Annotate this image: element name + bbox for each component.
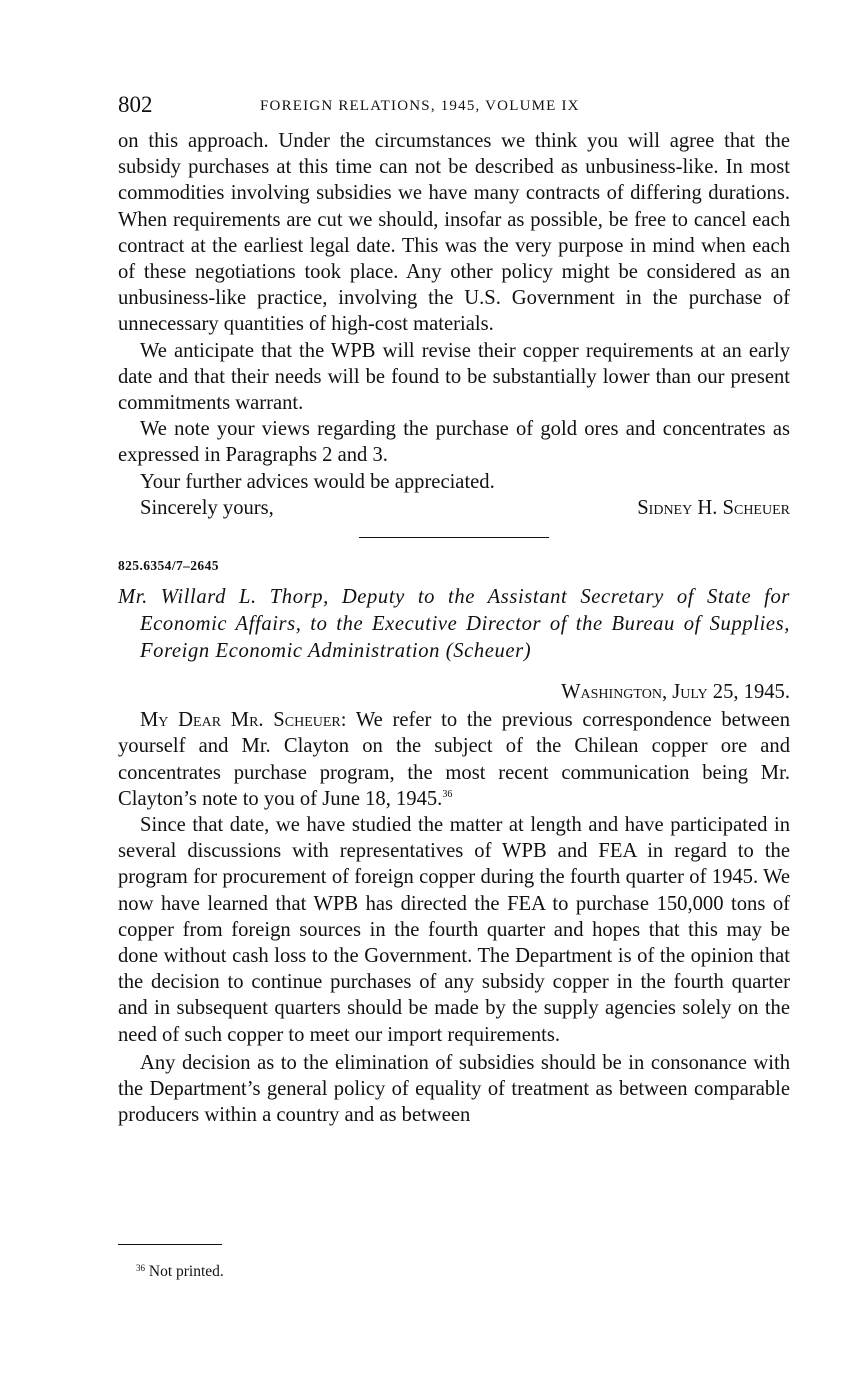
section-divider xyxy=(359,537,549,538)
footnote-number: 36 xyxy=(136,1263,145,1273)
paragraph-previous-correspondence xyxy=(118,707,790,812)
closing: Sincerely yours, xyxy=(140,496,274,519)
signature: Sidney H. Scheuer xyxy=(637,496,790,519)
paragraph-wpb-requirements: We anticipate that the WPB will revise their copper requirements at an early date and that their needs will be found to be substantially lower than our present commitments warrant. xyxy=(118,339,790,415)
paragraph-gold-ores: We note your views regarding the purchase of gold ores and concentrates as expressed in Paragraphs 2 and 3. xyxy=(118,418,790,467)
dateline-text: Washington, July 25, 1945. xyxy=(561,681,790,704)
footnote-text: Not printed. xyxy=(148,1263,224,1280)
file-number: 825.6354/7–2645 xyxy=(118,558,219,574)
closing-signature-row xyxy=(118,495,790,521)
footnote-divider xyxy=(118,1244,222,1245)
running-head: FOREIGN RELATIONS, 1945, VOLUME IX xyxy=(260,98,580,114)
document-page xyxy=(118,88,790,1129)
salutation: My Dear Mr. Scheuer: xyxy=(140,709,347,732)
dateline xyxy=(118,679,790,705)
footnote xyxy=(136,1262,224,1282)
further-advices-line: Your further advices would be appreciated. xyxy=(140,470,495,493)
page-number: 802 xyxy=(118,92,153,117)
continued-paragraph: on this approach. Under the circumstances we think you will agree that the subsidy purchases at this time can not be described as unbusiness-like. In most commodities involving subsidies we have many contracts of differing durations. When requirements are cut we should, insofar as possible, be free to cancel each contract at the earliest legal date. This was the very purpose in mind when each of these negotiations took place. Any other policy might be considered as an unbusiness-like practice, involving the U.S. Government in the purchase of unnecessary quantities of high-cost materials. xyxy=(118,130,790,336)
paragraph-previous-correspondence-text: We refer to the previous correspondence between yourself and Mr. Clayton on the subject of the Chilean copper ore and concentrates purchase program, the most recent communication being Mr. Clayton’s note to you of June 18, 1945. xyxy=(118,709,790,810)
page-header xyxy=(118,88,790,128)
document-title: Mr. Willard L. Thorp, Deputy to the Assistant Secretary of State for Economic Affairs, to the Executive Director of the Bureau of Supplies, Foreign Economic Administration (Scheuer) xyxy=(118,586,790,663)
footnote-reference: 36 xyxy=(442,788,453,800)
paragraph-procurement: Since that date, we have studied the matter at length and have participated in several discussions with representatives of WPB and FEA in regard to the program for procurement of foreign copper during the fourth quarter of 1945. We now have learned that WPB has directed the FEA to purchase 150,000 tons of copper from foreign sources in the fourth quarter and hopes that this may be done without cash loss to the Government. The Department is of the opinion that the decision to continue purchases of any subsidy copper in the fourth quarter and in subsequent quarters should be made by the supply agencies solely on the need of such copper to meet our import requirements. xyxy=(118,814,790,1046)
paragraph-subsidies: Any decision as to the elimination of subsidies should be in consonance with the Department’s general policy of equality of treatment as between comparable producers within a country and as between xyxy=(118,1051,790,1127)
